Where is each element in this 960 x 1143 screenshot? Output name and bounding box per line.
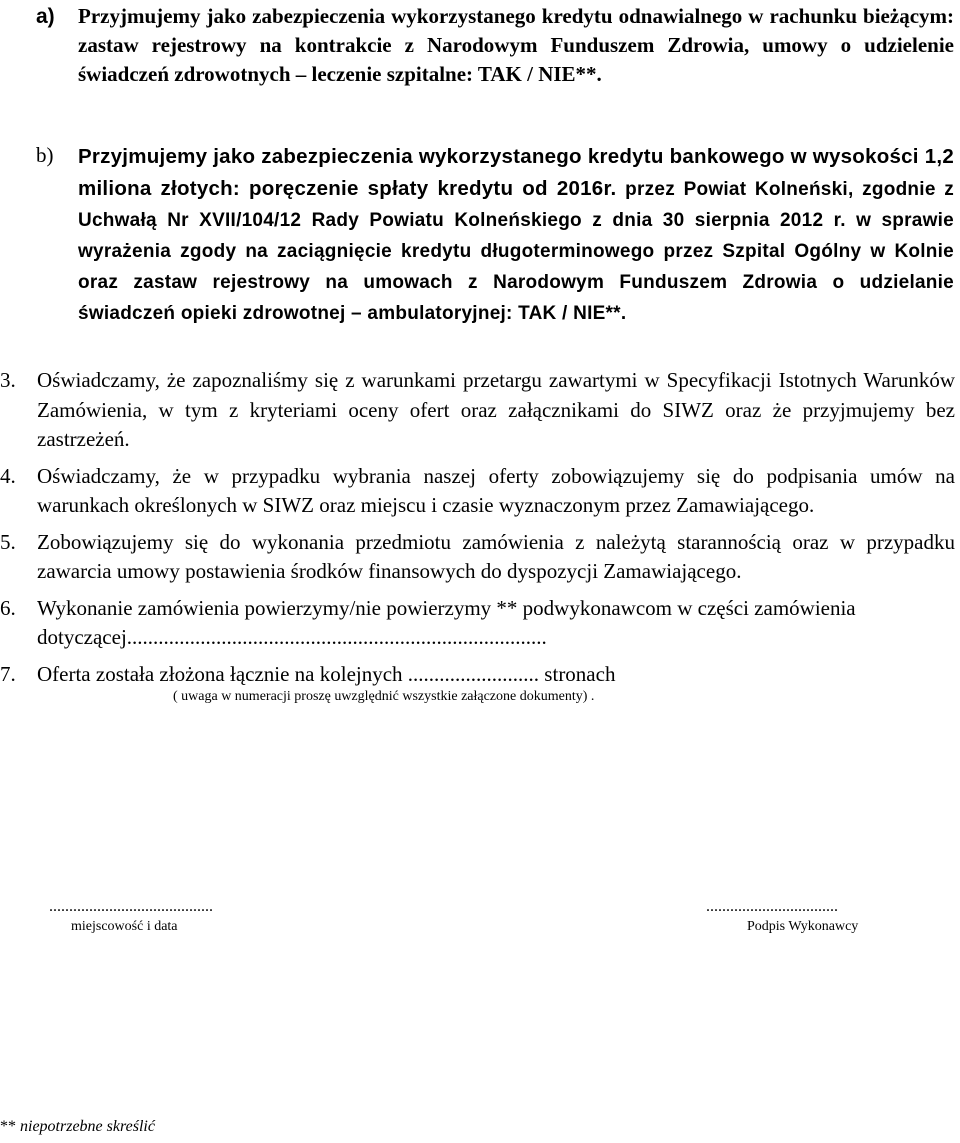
- page-count-note: ( uwaga w numeracji proszę uwzględnić wszystkie załączone dokumenty) .: [173, 689, 595, 704]
- list-item-number: 3.: [0, 368, 16, 392]
- list-item-3: [0, 366, 960, 455]
- item-b: [36, 141, 954, 329]
- footnote-text: niepotrzebne skreślić: [20, 1118, 155, 1135]
- list-item-text: Oświadczamy, że w przypadku wybrania naszej oferty zobowiązujemy się do podpisania umów na warunkach określonych w SIWZ oraz miejscu i czasie wyznaczonym przez Zamawiającego.: [37, 463, 955, 517]
- item-a-text: Przyjmujemy jako zabezpieczenia wykorzystanego kredytu odnawialnego w rachunku bieżącym: zastaw rejestrowy na kontrakcie z Narodowym Funduszem Zdrowia, umowy o udzielenie świadczeń zdrowotnych – leczenie szpitalne: TAK / NIE**.: [78, 4, 954, 86]
- signature-row: [0, 898, 960, 938]
- list-item-text: Oferta została złożona łącznie na kolejnych ......................... stronach: [37, 661, 616, 686]
- signature-label: Podpis Wykonawcy: [747, 919, 859, 934]
- footnote-stars: **: [0, 1118, 16, 1135]
- place-date-line: .........................................: [49, 898, 213, 915]
- list-item-text: Zobowiązujemy się do wykonania przedmiotu zamówienia z należytą starannością oraz w przypadku zawarcia umowy postawienia środków finansowych do dyspozycji Zamawiającego.: [37, 529, 955, 583]
- list-item-number: 5.: [0, 529, 16, 554]
- list-item-number: 7.: [0, 661, 16, 686]
- list-item-text: Wykonanie zamówienia powierzymy/nie powierzymy ** podwykonawcom w części zamówienia dotyczącej................................................................................: [37, 595, 856, 649]
- item-b-heading: Przyjmujemy jako zabezpieczenia wykorzystanego kredytu bankowego w wysokości 1,2 miliona złotych: poręczenie spłaty kredytu od 2016r.: [78, 145, 954, 200]
- signature-line: .................................: [706, 898, 838, 915]
- list-item-number: 6.: [0, 595, 16, 620]
- item-b-body: przez Powiat Kolneński, zgodnie z Uchwałą Nr XVII/104/12 Rady Powiatu Kolneńskiego z dnia 30 sierpnia 2012 r. w sprawie wyrażenia zgody na zaciągnięcie kredytu długoterminowego przez Szpital Ogólny w Kolnie oraz zastaw rejestrowy na umowach z Narodowym Funduszem Zdrowia o udzielanie świadczeń opieki zdrowotnej – ambulatoryjnej: TAK / NIE**.: [78, 179, 955, 324]
- place-date-label: miejscowość i data: [71, 919, 178, 934]
- list-item-7: [0, 660, 960, 708]
- item-a-label: a): [36, 5, 55, 28]
- list-item-text: Oświadczamy, że zapoznaliśmy się z warunkami przetargu zawartymi w Specyfikacji Istotnych Warunków Zamówienia, w tym z kryteriami oceny ofert oraz załącznikami do SIWZ oraz że przyjmujemy bez zastrzeżeń.: [37, 368, 955, 451]
- list-item-4: [0, 462, 960, 521]
- numbered-list: [0, 366, 960, 707]
- item-b-label: b): [36, 143, 54, 167]
- list-item-6: [0, 594, 960, 653]
- item-a: [36, 2, 954, 89]
- item-b-text: [78, 141, 954, 329]
- footnote: [0, 1118, 155, 1136]
- list-item-5: [0, 528, 960, 587]
- list-item-number: 4.: [0, 463, 16, 488]
